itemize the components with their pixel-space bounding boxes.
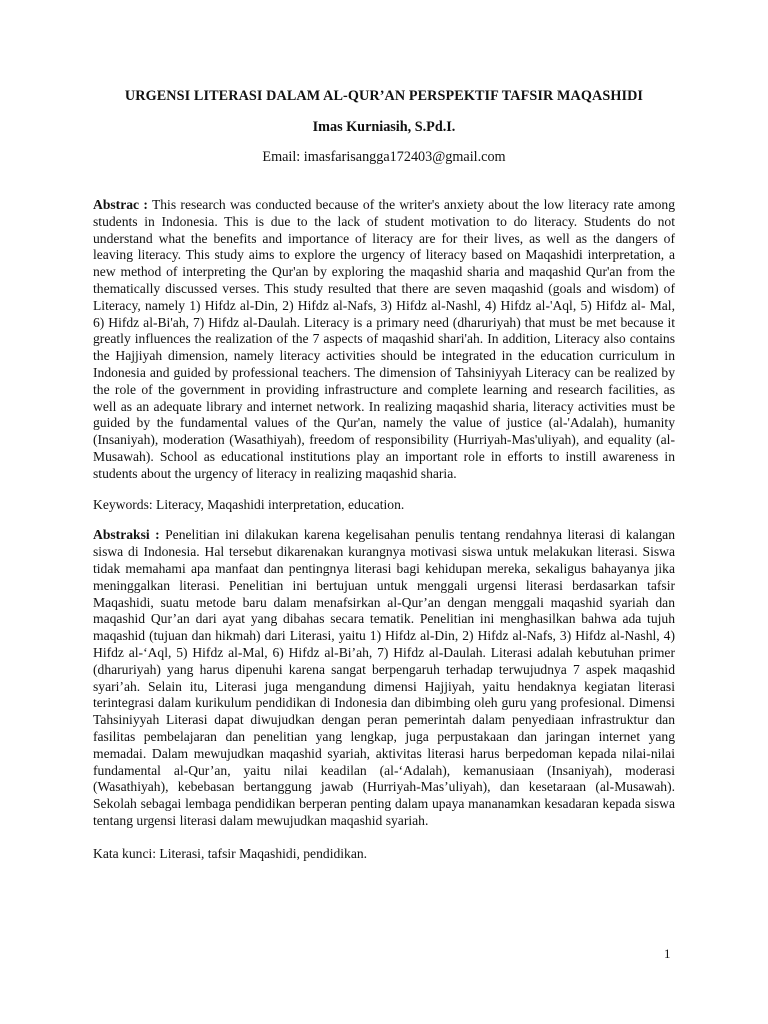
abstract-english (93, 197, 675, 483)
abstract-indonesian-text: Penelitian ini dilakukan karena kegelisahan penulis tentang rendahnya literasi di kalangan siswa di Indonesia. Hal tersebut dikarenakan kurangnya motivasi siswa untuk melakukan literasi. Siswa tidak memahami apa manfaat dan pentingnya literasi bagi kehidupan mereka, sekaligus bahayanya jika meninggalkan literasi. Penelitian ini bertujuan untuk menggali urgensi literasi berdasarkan tafsir Maqashidi, suatu metode baru dalam menafsirkan al-Qur’an dengan menggali maqashid syariah dan maqashid Qur’an dari ayat yang dibahas secara tematik. Penelitian ini menghasilkan bahwa ada tujuh maqashid (tujuan dan hikmah) dari Literasi, yaitu 1) Hifdz al-Din, 2) Hifdz al-Nafs, 3) Hifdz al-Nashl, 4) Hifdz al-‘Aql, 5) Hifdz al-Mal, 6) Hifdz al-Bi’ah, 7) Hifdz al-Daulah. Literasi adalah kebutuhan primer (dharuriyah) yang harus dipenuhi karena sangat berpengaruh terhadap terwujudnya 7 aspek maqashid syari’ah. Selain itu, Literasi juga mengandung dimensi Hajjiyah, yaitu hendaknya kegiatan literasi terintegrasi dalam kurikulum pendidikan di Indonesia dan dibimbing oleh guru yang profesional. Dimensi Tahsiniyyah Literasi dapat diwujudkan dengan peran pemerintah dalam penyediaan infrastruktur dan fasilitas pembelajaran dan penelitian yang lengkap, juga perpustakaan dan jaringan internet yang memadai. Dalam mewujudkan maqashid syariah, aktivitas literasi harus berpedoman kepada nilai-nilai fundamental al-Qur’an, yaitu nilai keadilan (al-‘Adalah), kemanusiaan (Insaniyah), moderasi (Wasathiyah), kebebasan bertanggung jawab (Hurriyah-Mas’uliyah), dan kesetaraan (al-Musawah). Sekolah sebagai lembaga pendidikan berperan penting dalam upaya mananamkan kesadaran kepada siswa tentang urgensi literasi dalam mewujudkan maqashid syariah. (93, 527, 675, 828)
paper-title: URGENSI LITERASI DALAM AL-QUR’AN PERSPEKTIF TAFSIR MAQASHIDI (124, 88, 644, 104)
keywords-english: Keywords: Literacy, Maqashidi interpretation, education. (93, 496, 405, 512)
abstract-indonesian (93, 527, 675, 829)
page-number: 1 (664, 946, 671, 961)
abstract-english-text: This research was conducted because of the writer's anxiety about the low literacy rate among students in Indonesia. This is due to the lack of student motivation to do literacy. Students do not understand what the benefits and importance of literacy are for their lives, as well as the dangers of leaving literacy. This study aims to explore the urgency of literacy based on Maqashidi interpretation, a new method of interpreting the Qur'an by exploring the maqashid sharia and maqashid Qur'an from the thematically discussed verses. This study resulted that there are seven maqashid (goals and wisdom) of Literacy, namely 1) Hifdz al-Din, 2) Hifdz al-Nafs, 3) Hifdz al-Nashl, 4) Hifdz al-'Aql, 5) Hifdz al- Mal, 6) Hifdz al-Bi'ah, 7) Hifdz al-Daulah. Literacy is a primary need (dharuriyah) that must be met because it greatly influences the realization of the 7 aspects of maqashid shari'ah. In addition, Literacy also contains the Hajjiyah dimension, namely literacy activities should be integrated in the education curriculum in Indonesia and guided by professional teachers. The dimension of Tahsiniyyah Literacy can be realized by the role of the government in providing infrastructure and complete learning and research facilities, as well as an adequate library and internet network. In realizing maqashid sharia, literacy activities must be guided by the fundamental values of the Qur'an, namely the value of justice (al-'Adalah), humanity (Insaniyah), moderation (Wasathiyah), freedom of responsibility (Hurriyah-Mas'uliyah), and equality (al-Musawah). School as educational institutions play an important role in efforts to instill awareness in students about the urgency of literacy in realizing maqashid sharia. (93, 197, 676, 481)
abstract-english-label: Abstrac : (93, 197, 148, 212)
author-name: Imas Kurniasih, S.Pd.I. (312, 119, 456, 135)
author-email: Email: imasfarisangga172403@gmail.com (262, 149, 506, 165)
document-page (93, 88, 675, 862)
abstract-indonesian-label: Abstraksi : (93, 527, 160, 543)
keywords-indonesian: Kata kunci: Literasi, tafsir Maqashidi, pendidikan. (93, 845, 368, 861)
